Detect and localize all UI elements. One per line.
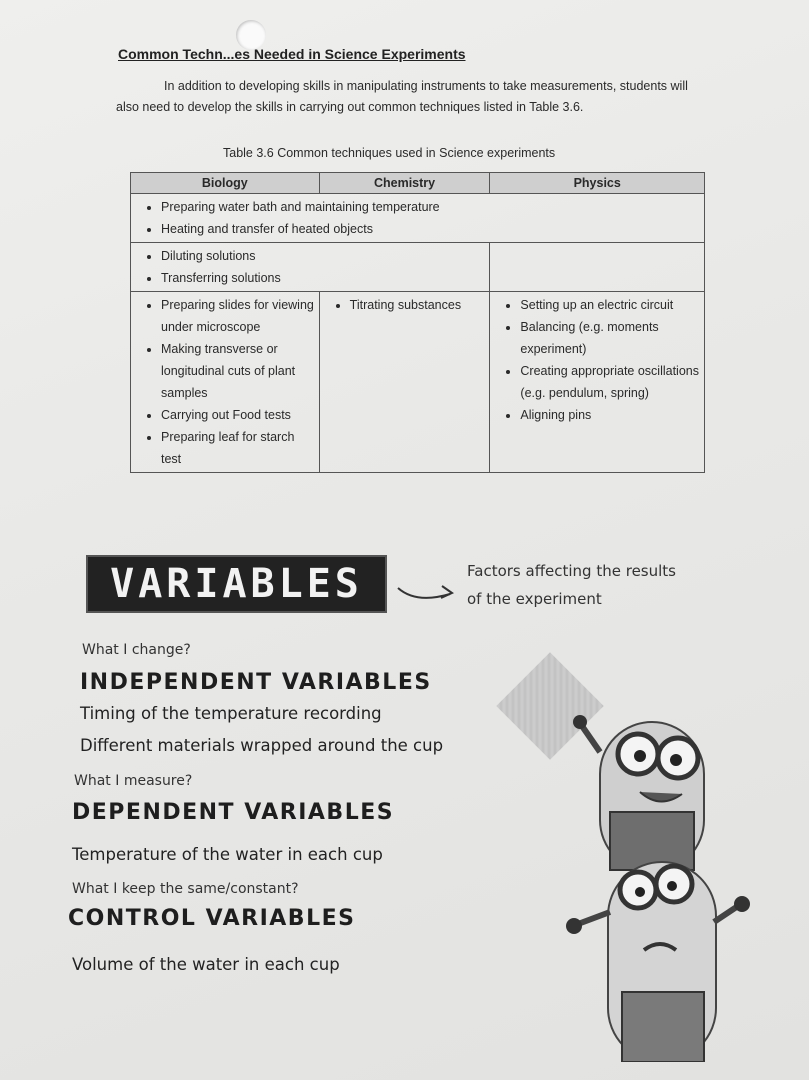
dependent-item: Temperature of the water in each cup	[72, 845, 383, 864]
table-row	[131, 243, 705, 292]
control-heading: CONTROL VARIABLES	[68, 906, 356, 931]
list-item: • Preparing leaf for starch test	[161, 426, 315, 470]
intro-paragraph: In addition to developing skills in manipulating instruments to take measurements, students will also need to develop the skills in carrying out common techniques listed in Table 3.6.	[116, 79, 688, 114]
chemistry-cell	[319, 292, 490, 473]
list-item: • Making transverse or longitudinal cuts of plant samples	[161, 338, 315, 404]
header-physics: Physics	[490, 173, 705, 194]
bio-chem-techniques-cell	[131, 243, 490, 292]
minion-illustration-icon	[560, 712, 750, 1062]
list-item: • Creating appropriate oscillations (e.g. pendulum, spring)	[520, 360, 700, 404]
independent-item: Timing of the temperature recording	[80, 704, 382, 723]
physics-cell	[490, 292, 705, 473]
variables-banner	[88, 557, 385, 611]
table-header-row	[131, 173, 705, 194]
list-item: • Setting up an electric circuit	[520, 294, 700, 316]
variables-banner-text: VARIABLES	[110, 561, 363, 607]
list-item: • Preparing water bath and maintaining temperature	[161, 196, 700, 218]
header-biology: Biology	[131, 173, 320, 194]
table-row	[131, 194, 705, 243]
dependent-question: What I measure?	[74, 773, 193, 789]
independent-item: Different materials wrapped around the cup	[80, 736, 444, 755]
empty-physics-cell	[490, 243, 705, 292]
list-item: • Diluting solutions	[161, 245, 485, 267]
curved-arrow-icon	[396, 580, 458, 606]
list-item: • Titrating substances	[350, 294, 486, 316]
list-item: • Aligning pins	[520, 404, 700, 426]
techniques-table	[130, 172, 705, 473]
shared-techniques-cell	[131, 194, 705, 243]
biology-cell	[131, 292, 320, 473]
control-question: What I keep the same/constant?	[72, 881, 299, 897]
table-row	[131, 292, 705, 473]
independent-question: What I change?	[82, 642, 191, 658]
definition-line: Factors affecting the results	[467, 562, 676, 580]
variables-definition	[467, 557, 676, 613]
list-item: • Heating and transfer of heated objects	[161, 218, 700, 240]
list-item: • Carrying out Food tests	[161, 404, 315, 426]
control-item: Volume of the water in each cup	[72, 955, 340, 974]
list-item: • Transferring solutions	[161, 267, 485, 289]
list-item: • Preparing slides for viewing under microscope	[161, 294, 315, 338]
list-item: • Balancing (e.g. moments experiment)	[520, 316, 700, 360]
definition-line: of the experiment	[467, 590, 602, 608]
header-chemistry: Chemistry	[319, 173, 490, 194]
table-caption: Table 3.6 Common techniques used in Science experiments	[223, 146, 556, 160]
dependent-heading: DEPENDENT VARIABLES	[72, 800, 395, 825]
section-title: Common Techn...es Needed in Science Experiments	[118, 46, 466, 62]
independent-heading: INDEPENDENT VARIABLES	[80, 670, 432, 695]
